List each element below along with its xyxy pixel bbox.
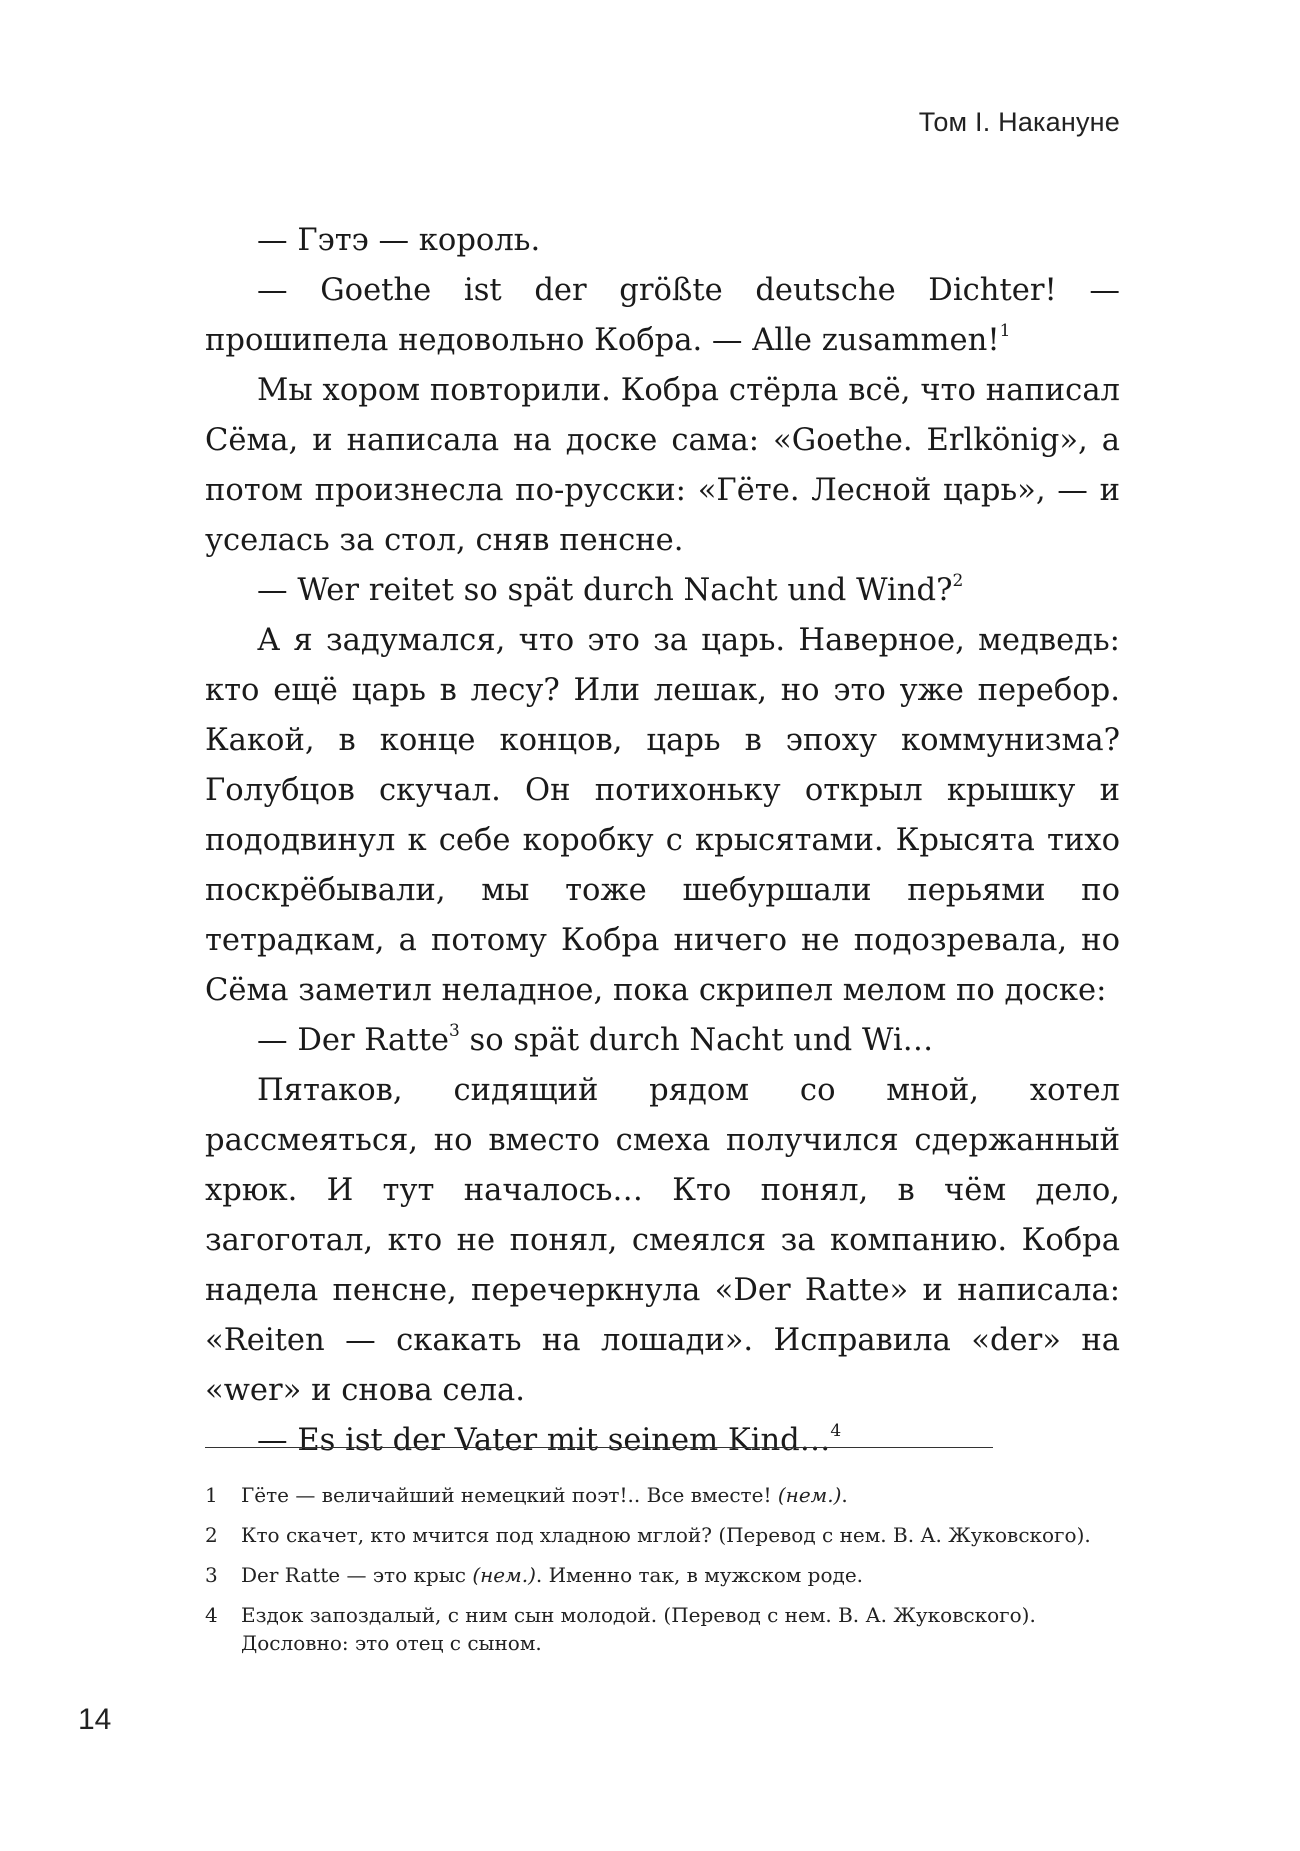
paragraph-text: Мы хором повторили. Кобра стёрла всё, что написал Сёма, и написала на доске сама: «Goethe. Erlkönig», а потом произнесла по-русски: «Гёте. Лесной царь», — и уселась за стол, сняв пенсне. [205,373,1120,558]
paragraph-text: — Гэтэ — король. [257,223,541,258]
running-header: Том I. Накануне [918,107,1120,137]
page-number: 14 [78,1703,112,1736]
language-note: (нем.) [777,1483,842,1507]
footnote-number: 3 [205,1563,218,1587]
footnote [205,1521,1120,1549]
paragraph [205,566,1120,616]
paragraph-text: Пятаков, сидящий рядом со мной, хотел рассмеяться, но вместо смеха получился сдержанный хрюк. И тут началось… Кто понял, в чём дело, загоготал, кто не понял, смеялся за компанию. Кобра надела пенсне, перечеркнула «Der Ratte» и написала: «Reiten — скакать на лошади». Исправила «der» на «wer» и снова села. [205,1073,1120,1408]
footnote-number: 4 [205,1603,218,1627]
paragraph-text: — Goethe ist der größte deutsche Dichter! — прошипела недовольно Кобра. — Alle zusammen! [205,273,1120,358]
paragraph [205,1416,1120,1466]
footnote-ref: 4 [830,1421,842,1441]
paragraph [205,1016,1120,1066]
footnote [205,1601,1120,1657]
footnote [205,1561,1120,1589]
footnote-text: Гёте — величайший немецкий поэт!.. Все вместе! (нем.). [241,1483,848,1507]
paragraph-text: so spät durch Nacht und Wi… [459,1023,934,1058]
body-text [205,216,1120,1466]
footnote-text: Ездок запоздалый, с ним сын молодой. (Перевод с нем. В. А. Жуковского). Дословно: это отец с сыном. [241,1603,1036,1655]
footnote-text: Der Ratte — это крыс (нем.). Именно так, в мужском роде. [241,1563,864,1587]
footnotes [205,1481,1120,1669]
paragraph [205,216,1120,266]
paragraph-text: — Der Ratte [257,1023,449,1058]
language-note: (нем.) [472,1563,536,1587]
footnote-text: Кто скачет, кто мчится под хладною мглой? (Перевод с нем. В. А. Жуковского). [241,1523,1091,1547]
footnote-ref: 3 [448,1021,460,1041]
footnote [205,1481,1120,1509]
footnote-ref: 1 [999,321,1011,341]
footnote-ref: 2 [952,571,964,591]
paragraph [205,366,1120,566]
paragraph [205,1066,1120,1416]
paragraph-text: А я задумался, что это за царь. Наверное, медведь: кто ещё царь в лесу? Или лешак, но это уже перебор. Какой, в конце концов, царь в эпоху коммунизма? Голубцов скучал. Он потихоньку открыл крышку и пододвинул к себе коробку с крысятами. Крысята тихо поскрёбывали, мы тоже шебуршали перьями по тетрадкам, а потому Кобра ничего не подозревала, но Сёма заметил неладное, пока скрипел мелом по доске: [205,623,1120,1008]
paragraph-text: — Es ist der Vater mit seinem Kind… [257,1423,831,1458]
paragraph-text: — Wer reitet so spät durch Nacht und Wind? [257,573,953,608]
footnote-number: 1 [205,1483,218,1507]
paragraph [205,616,1120,1016]
paragraph [205,266,1120,366]
footnote-number: 2 [205,1523,218,1547]
footnote-divider [205,1447,993,1448]
